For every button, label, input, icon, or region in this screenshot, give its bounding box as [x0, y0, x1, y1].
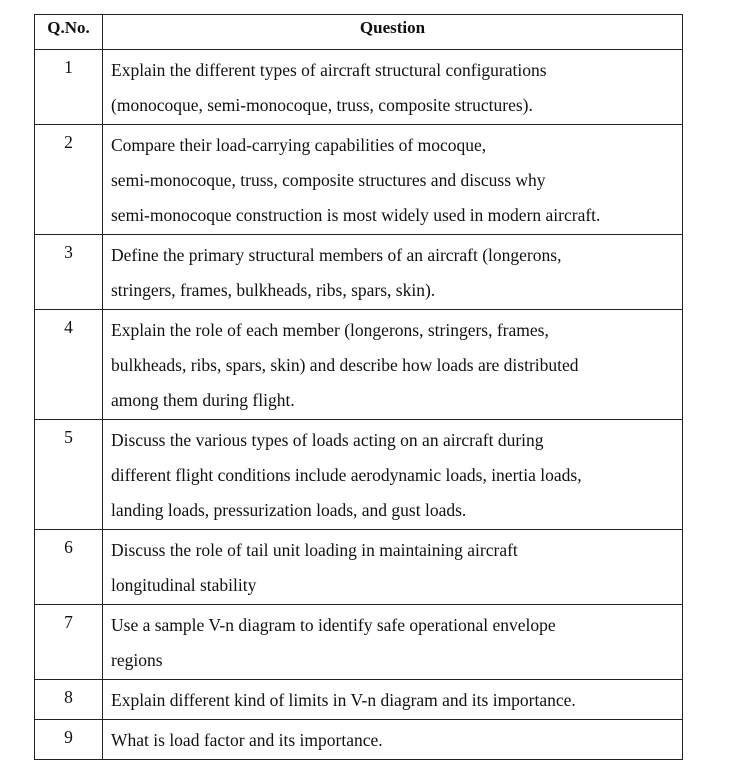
question-number: 3 — [35, 235, 103, 310]
question-line: semi-monocoque, truss, composite structures and discuss why — [111, 170, 546, 190]
question-line: landing loads, pressurization loads, and gust loads. — [111, 500, 467, 520]
question-line: semi-monocoque construction is most widely used in modern aircraft. — [111, 205, 601, 225]
question-line: Explain the different types of aircraft structural configurations — [111, 60, 547, 80]
question-number: 9 — [35, 720, 103, 760]
question-line: What is load factor and its importance. — [111, 730, 383, 750]
question-line: longitudinal stability — [111, 575, 257, 595]
question-number: 1 — [35, 50, 103, 125]
question-text — [103, 125, 683, 235]
question-text — [103, 530, 683, 605]
question-text — [103, 310, 683, 420]
table-row — [35, 50, 683, 125]
table-header — [35, 15, 683, 50]
question-text — [103, 720, 683, 760]
question-line: different flight conditions include aerodynamic loads, inertia loads, — [111, 465, 582, 485]
questions-table — [34, 14, 683, 760]
question-text — [103, 50, 683, 125]
question-line: Use a sample V-n diagram to identify safe operational envelope — [111, 615, 556, 635]
question-number: 4 — [35, 310, 103, 420]
question-line: Discuss the role of tail unit loading in maintaining aircraft — [111, 540, 518, 560]
header-qno: Q.No. — [35, 15, 103, 50]
header-row — [35, 15, 683, 50]
question-text — [103, 235, 683, 310]
question-line: Explain the role of each member (longerons, stringers, frames, — [111, 320, 549, 340]
question-line: Compare their load-carrying capabilities of mocoque, — [111, 135, 487, 155]
table-row — [35, 605, 683, 680]
header-question: Question — [103, 15, 683, 50]
question-number: 8 — [35, 680, 103, 720]
question-text — [103, 420, 683, 530]
question-line: among them during flight. — [111, 390, 295, 410]
table-row — [35, 310, 683, 420]
question-line: Discuss the various types of loads acting on an aircraft during — [111, 430, 544, 450]
question-text — [103, 680, 683, 720]
question-number: 7 — [35, 605, 103, 680]
table-row — [35, 235, 683, 310]
question-line: Explain different kind of limits in V-n diagram and its importance. — [111, 690, 576, 710]
table-row — [35, 125, 683, 235]
question-line: (monocoque, semi-monocoque, truss, composite structures). — [111, 95, 533, 115]
table-body — [35, 50, 683, 760]
question-line: stringers, frames, bulkheads, ribs, spars, skin). — [111, 280, 436, 300]
table-row — [35, 420, 683, 530]
question-line: Define the primary structural members of an aircraft (longerons, — [111, 245, 562, 265]
question-line: bulkheads, ribs, spars, skin) and describe how loads are distributed — [111, 355, 579, 375]
question-number: 6 — [35, 530, 103, 605]
table-row — [35, 680, 683, 720]
question-number: 2 — [35, 125, 103, 235]
question-text — [103, 605, 683, 680]
table-row — [35, 530, 683, 605]
table-row — [35, 720, 683, 760]
question-line: regions — [111, 650, 163, 670]
question-number: 5 — [35, 420, 103, 530]
